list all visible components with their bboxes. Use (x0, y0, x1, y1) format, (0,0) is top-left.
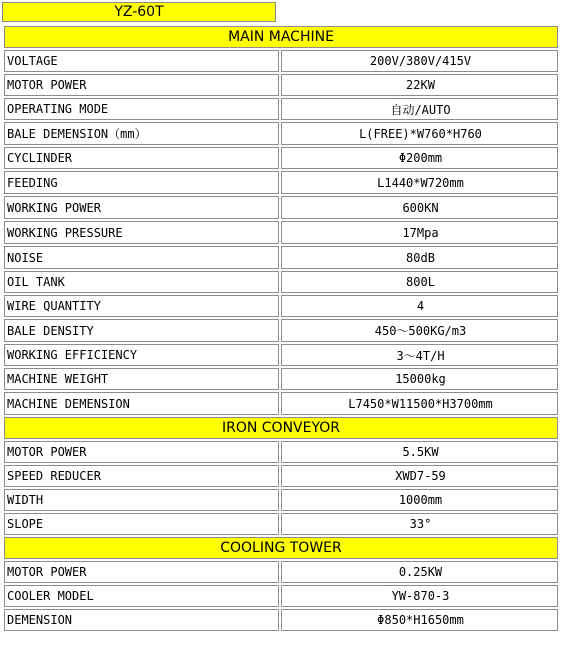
section-title: MAIN MACHINE (4, 26, 558, 48)
table-row (4, 561, 558, 583)
section-header (4, 26, 558, 48)
spec-value: Φ850*H1650mm (281, 609, 558, 631)
spec-label: DEMENSION (4, 609, 279, 631)
spec-label: MOTOR POWER (4, 441, 279, 463)
spec-label: BALE DEMENSION（mm） (4, 122, 279, 145)
spec-label: MACHINE DEMENSION (4, 392, 279, 415)
spec-label: OIL TANK (4, 271, 279, 293)
spec-value: 3～4T/H (281, 344, 558, 366)
table-row (4, 171, 558, 194)
table-row (4, 368, 558, 390)
table-row (4, 50, 558, 72)
spec-label: CYCLINDER (4, 147, 279, 169)
table-row (4, 246, 558, 269)
table-row (4, 465, 558, 487)
spec-label: OPERATING MODE (4, 98, 279, 120)
table-row (4, 271, 558, 293)
spec-value: 5.5KW (281, 441, 558, 463)
spec-label: WORKING POWER (4, 196, 279, 219)
table-row (4, 319, 558, 342)
spec-label: COOLER MODEL (4, 585, 279, 607)
spec-label: NOISE (4, 246, 279, 269)
table-row (4, 513, 558, 535)
spec-value: 80dB (281, 246, 558, 269)
spec-value: 200V/380V/415V (281, 50, 558, 72)
spec-label: WIDTH (4, 489, 279, 511)
spec-value: 0.25KW (281, 561, 558, 583)
table-row (4, 441, 558, 463)
spec-value: Φ200mm (281, 147, 558, 169)
table-row (4, 221, 558, 244)
section-title: COOLING TOWER (4, 537, 558, 559)
spec-label: MOTOR POWER (4, 74, 279, 96)
section-header (4, 537, 558, 559)
spec-value: 600KN (281, 196, 558, 219)
spec-label: FEEDING (4, 171, 279, 194)
spec-table (2, 24, 560, 633)
spec-label: MACHINE WEIGHT (4, 368, 279, 390)
spec-label: WORKING EFFICIENCY (4, 344, 279, 366)
table-row (4, 98, 558, 120)
spec-label: MOTOR POWER (4, 561, 279, 583)
spec-value: 自动/AUTO (281, 98, 558, 120)
table-row (4, 344, 558, 366)
section-header (4, 417, 558, 439)
spec-value: 4 (281, 295, 558, 317)
spec-label: WORKING PRESSURE (4, 221, 279, 244)
table-row (4, 609, 558, 631)
spec-label: SPEED REDUCER (4, 465, 279, 487)
spec-value: 450～500KG/m3 (281, 319, 558, 342)
table-row (4, 295, 558, 317)
table-row (4, 196, 558, 219)
table-row (4, 489, 558, 511)
section-title: IRON CONVEYOR (4, 417, 558, 439)
spec-value: L1440*W720mm (281, 171, 558, 194)
spec-value: L7450*W11500*H3700mm (281, 392, 558, 415)
spec-table-body (4, 26, 558, 631)
spec-value: 800L (281, 271, 558, 293)
spec-label: SLOPE (4, 513, 279, 535)
spec-value: 17Mpa (281, 221, 558, 244)
table-row (4, 585, 558, 607)
table-row (4, 122, 558, 145)
model-title: YZ-60T (2, 2, 276, 22)
spec-label: VOLTAGE (4, 50, 279, 72)
spec-value: YW-870-3 (281, 585, 558, 607)
spec-label: WIRE QUANTITY (4, 295, 279, 317)
spec-value: 22KW (281, 74, 558, 96)
spec-value: L(FREE)*W760*H760 (281, 122, 558, 145)
spec-value: 1000mm (281, 489, 558, 511)
table-row (4, 147, 558, 169)
spec-value: 33° (281, 513, 558, 535)
spec-value: 15000kg (281, 368, 558, 390)
spec-value: XWD7-59 (281, 465, 558, 487)
table-row (4, 74, 558, 96)
table-row (4, 392, 558, 415)
spec-label: BALE DENSITY (4, 319, 279, 342)
